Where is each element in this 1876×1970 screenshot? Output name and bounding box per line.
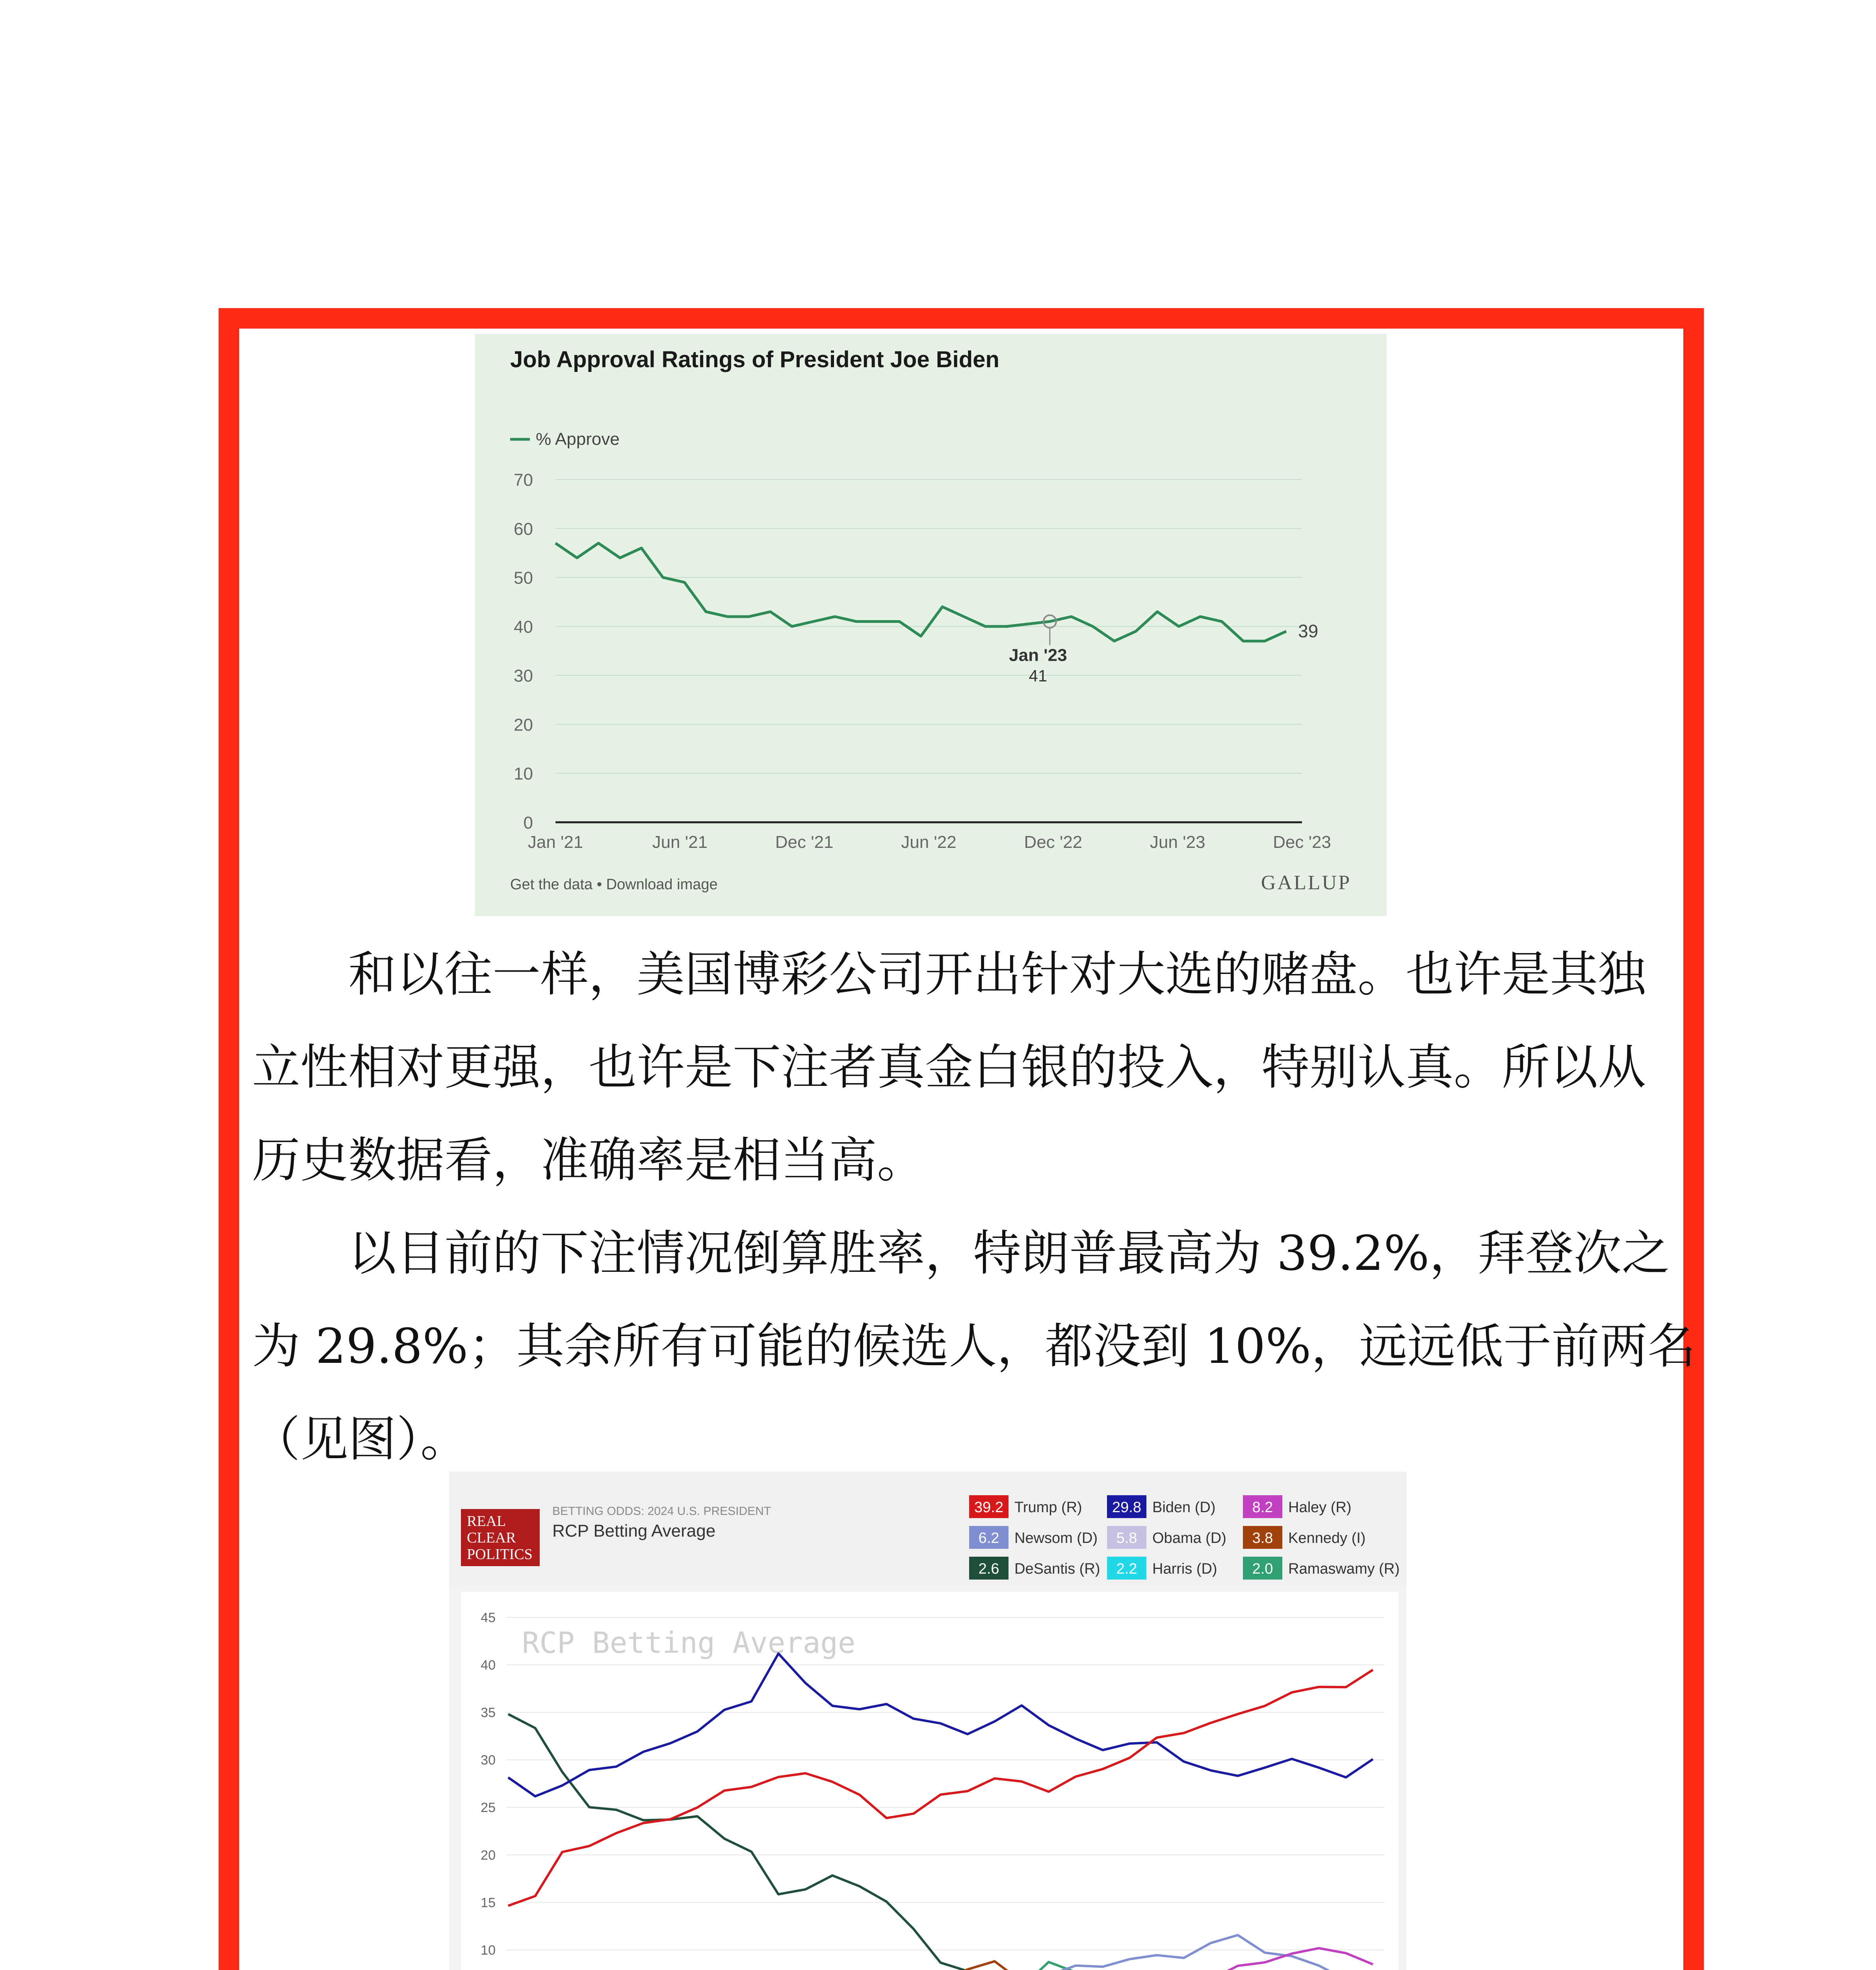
paragraph-1: [252, 928, 1646, 1207]
legend-value: 29.8: [1112, 1499, 1141, 1516]
legend-name: Trump (R): [1014, 1499, 1082, 1516]
legend-label: % Approve: [536, 429, 620, 449]
logo-line-1: REAL: [467, 1513, 506, 1530]
y-tick-label: 15: [481, 1895, 496, 1911]
x-tick-label: Jun '21: [652, 833, 708, 852]
logo-line-2: CLEAR: [467, 1530, 516, 1546]
x-tick-label: Jun '22: [901, 833, 957, 852]
legend-name: DeSantis (R): [1014, 1561, 1100, 1577]
text-line: 历史数据看，准确率是相当高。: [252, 1132, 925, 1188]
end-value-label: 39: [1298, 621, 1319, 641]
legend-value: 3.8: [1252, 1530, 1273, 1546]
rcp-subtitle: RCP Betting Average: [552, 1521, 716, 1541]
gallup-plot: [555, 543, 1318, 685]
x-tick-label: Dec '23: [1273, 833, 1331, 852]
gallup-grid: [514, 470, 1331, 852]
legend-value: 2.2: [1116, 1561, 1137, 1577]
legend-name: Obama (D): [1152, 1530, 1226, 1546]
y-tick-label: 20: [514, 715, 533, 735]
x-tick-label: Dec '22: [1024, 833, 1083, 852]
y-tick-label: 20: [481, 1847, 496, 1863]
legend-name: Haley (R): [1288, 1499, 1352, 1516]
text-line: 和以往一样，美国博彩公司开出针对大选的赌盘。也许是其独: [348, 946, 1646, 1002]
rcp-watermark: RCP Betting Average: [522, 1626, 856, 1660]
gallup-logo: GALLUP: [1261, 872, 1351, 894]
rcp-betting-chart: [449, 1472, 1406, 1970]
annotation-label: Jan '23: [1009, 645, 1067, 665]
y-tick-label: 30: [481, 1753, 496, 1768]
y-tick-label: 70: [514, 470, 533, 490]
y-tick-label: 60: [514, 519, 533, 539]
y-tick-label: 40: [481, 1658, 496, 1673]
y-tick-label: 35: [481, 1705, 496, 1721]
legend-value: 2.0: [1252, 1561, 1273, 1577]
footer-links[interactable]: Get the data • Download image: [510, 876, 718, 893]
legend-name: Ramaswamy (R): [1288, 1561, 1400, 1577]
y-tick-label: 45: [481, 1610, 496, 1625]
text-line: 立性相对更强，也许是下注者真金白银的投入，特别认真。所以从: [252, 1039, 1646, 1095]
annotation-value: 41: [1029, 666, 1048, 685]
legend-value: 5.8: [1116, 1530, 1137, 1546]
y-tick-label: 10: [481, 1942, 496, 1958]
text-line: 为 29.8%；其余所有可能的候选人，都没到 10%，远远低于前两名: [252, 1318, 1696, 1374]
y-tick-label: 30: [514, 666, 533, 686]
rcp-betting-svg: [449, 1472, 1406, 1970]
logo-line-3: POLITICS: [467, 1546, 533, 1563]
legend-value: 8.2: [1252, 1499, 1273, 1516]
legend-value: 2.6: [978, 1561, 999, 1577]
legend-value: 39.2: [974, 1499, 1003, 1516]
biden-approval-svg: [475, 334, 1387, 916]
chart-title: Job Approval Ratings of President Joe Biden: [510, 347, 999, 372]
y-tick-label: 25: [481, 1800, 496, 1816]
x-tick-label: Jun '23: [1150, 833, 1205, 852]
rcp-legend: [969, 1495, 1400, 1580]
text-line: （见图）。: [252, 1411, 468, 1467]
legend-name: Harris (D): [1152, 1561, 1217, 1577]
y-tick-label: 50: [514, 568, 533, 588]
legend-name: Newsom (D): [1014, 1530, 1098, 1546]
biden-approval-chart: [475, 334, 1387, 916]
legend-value: 6.2: [978, 1530, 999, 1546]
rcp-kicker: BETTING ODDS: 2024 U.S. PRESIDENT: [552, 1505, 771, 1518]
paragraph-2: [252, 1207, 1696, 1486]
text-line: 以目前的下注情况倒算胜率，特朗普最高为 39.2%，拜登次之: [348, 1225, 1670, 1281]
legend-name: Biden (D): [1152, 1499, 1216, 1516]
x-tick-label: Dec '21: [775, 833, 834, 852]
y-tick-label: 10: [514, 764, 533, 784]
legend-name: Kennedy (I): [1288, 1530, 1366, 1546]
x-tick-label: Jan '21: [528, 833, 583, 852]
y-tick-label: 40: [514, 617, 533, 637]
y-tick-label: 0: [523, 813, 533, 833]
